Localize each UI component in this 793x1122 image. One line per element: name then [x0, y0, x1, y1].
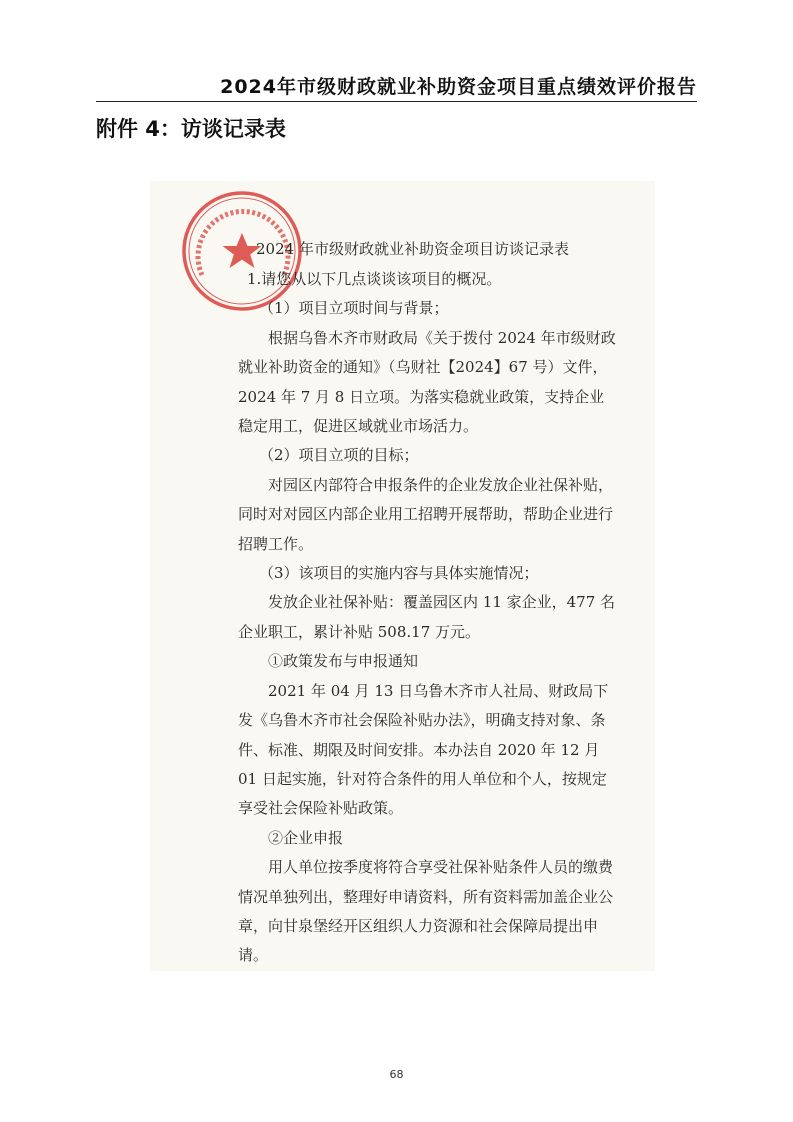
header-divider: [96, 101, 697, 102]
item-1-content: 根据乌鲁木齐市财政局《关于拨付 2024 年市级财政就业补助资金的通知》（乌财社【2024】67 号）文件，2024 年 7 月 8 日立项。为落实稳就业政策，支持企业稳定用工，促进区域就业市场活力。: [238, 328, 616, 436]
subitem-2-content: 用人单位按季度将符合享受社保补贴条件人员的缴费情况单独列出，整理好申请资料，所有资料需加盖企业公章，向甘泉堡经开区组织人力资源和社会保障局提出申请。: [238, 858, 614, 965]
scanned-interview-record: [150, 181, 655, 971]
attachment-heading: 附件 4：访谈记录表: [96, 117, 286, 141]
subitem-1-content: 2021 年 04 月 13 日乌鲁木齐市人社局、财政局下发《乌鲁木齐市社会保险补贴办法》，明确支持对象、条件、标准、期限及时间安排。本办法自 2020 年 12 月 01 日起实施，针对符合条件的用人单位和个人，按规定享受社会保险补贴政策。: [238, 681, 609, 818]
subitem-1-heading: ①政策发布与申报通知: [268, 652, 419, 671]
subitem-2-heading: ②企业申报: [268, 828, 344, 847]
item-2-heading: （2）项目立项的目标；: [259, 446, 419, 465]
record-title: 2024 年市级财政就业补助资金项目访谈记录表: [256, 240, 569, 258]
record-body: [238, 265, 618, 971]
page-number: 68: [389, 1068, 404, 1081]
report-header-title: 2024年市级财政就业补助资金项目重点绩效评价报告: [220, 76, 697, 98]
item-1-heading: （1）项目立项时间与背景；: [259, 299, 449, 318]
item-3-content: 发放企业社保补贴：覆盖园区内 11 家企业，477 名企业职工，累计补贴 508.17 万元。: [238, 593, 616, 641]
question-1: 1.请您从以下几点谈谈该项目的概况。: [247, 270, 502, 288]
item-2-content: 对园区内部符合申报条件的企业发放企业社保补贴，同时对对园区内部企业用工招聘开展帮助，帮助企业进行招聘工作。: [238, 475, 614, 553]
item-3-heading: （3）该项目的实施内容与具体实施情况；: [259, 564, 539, 583]
